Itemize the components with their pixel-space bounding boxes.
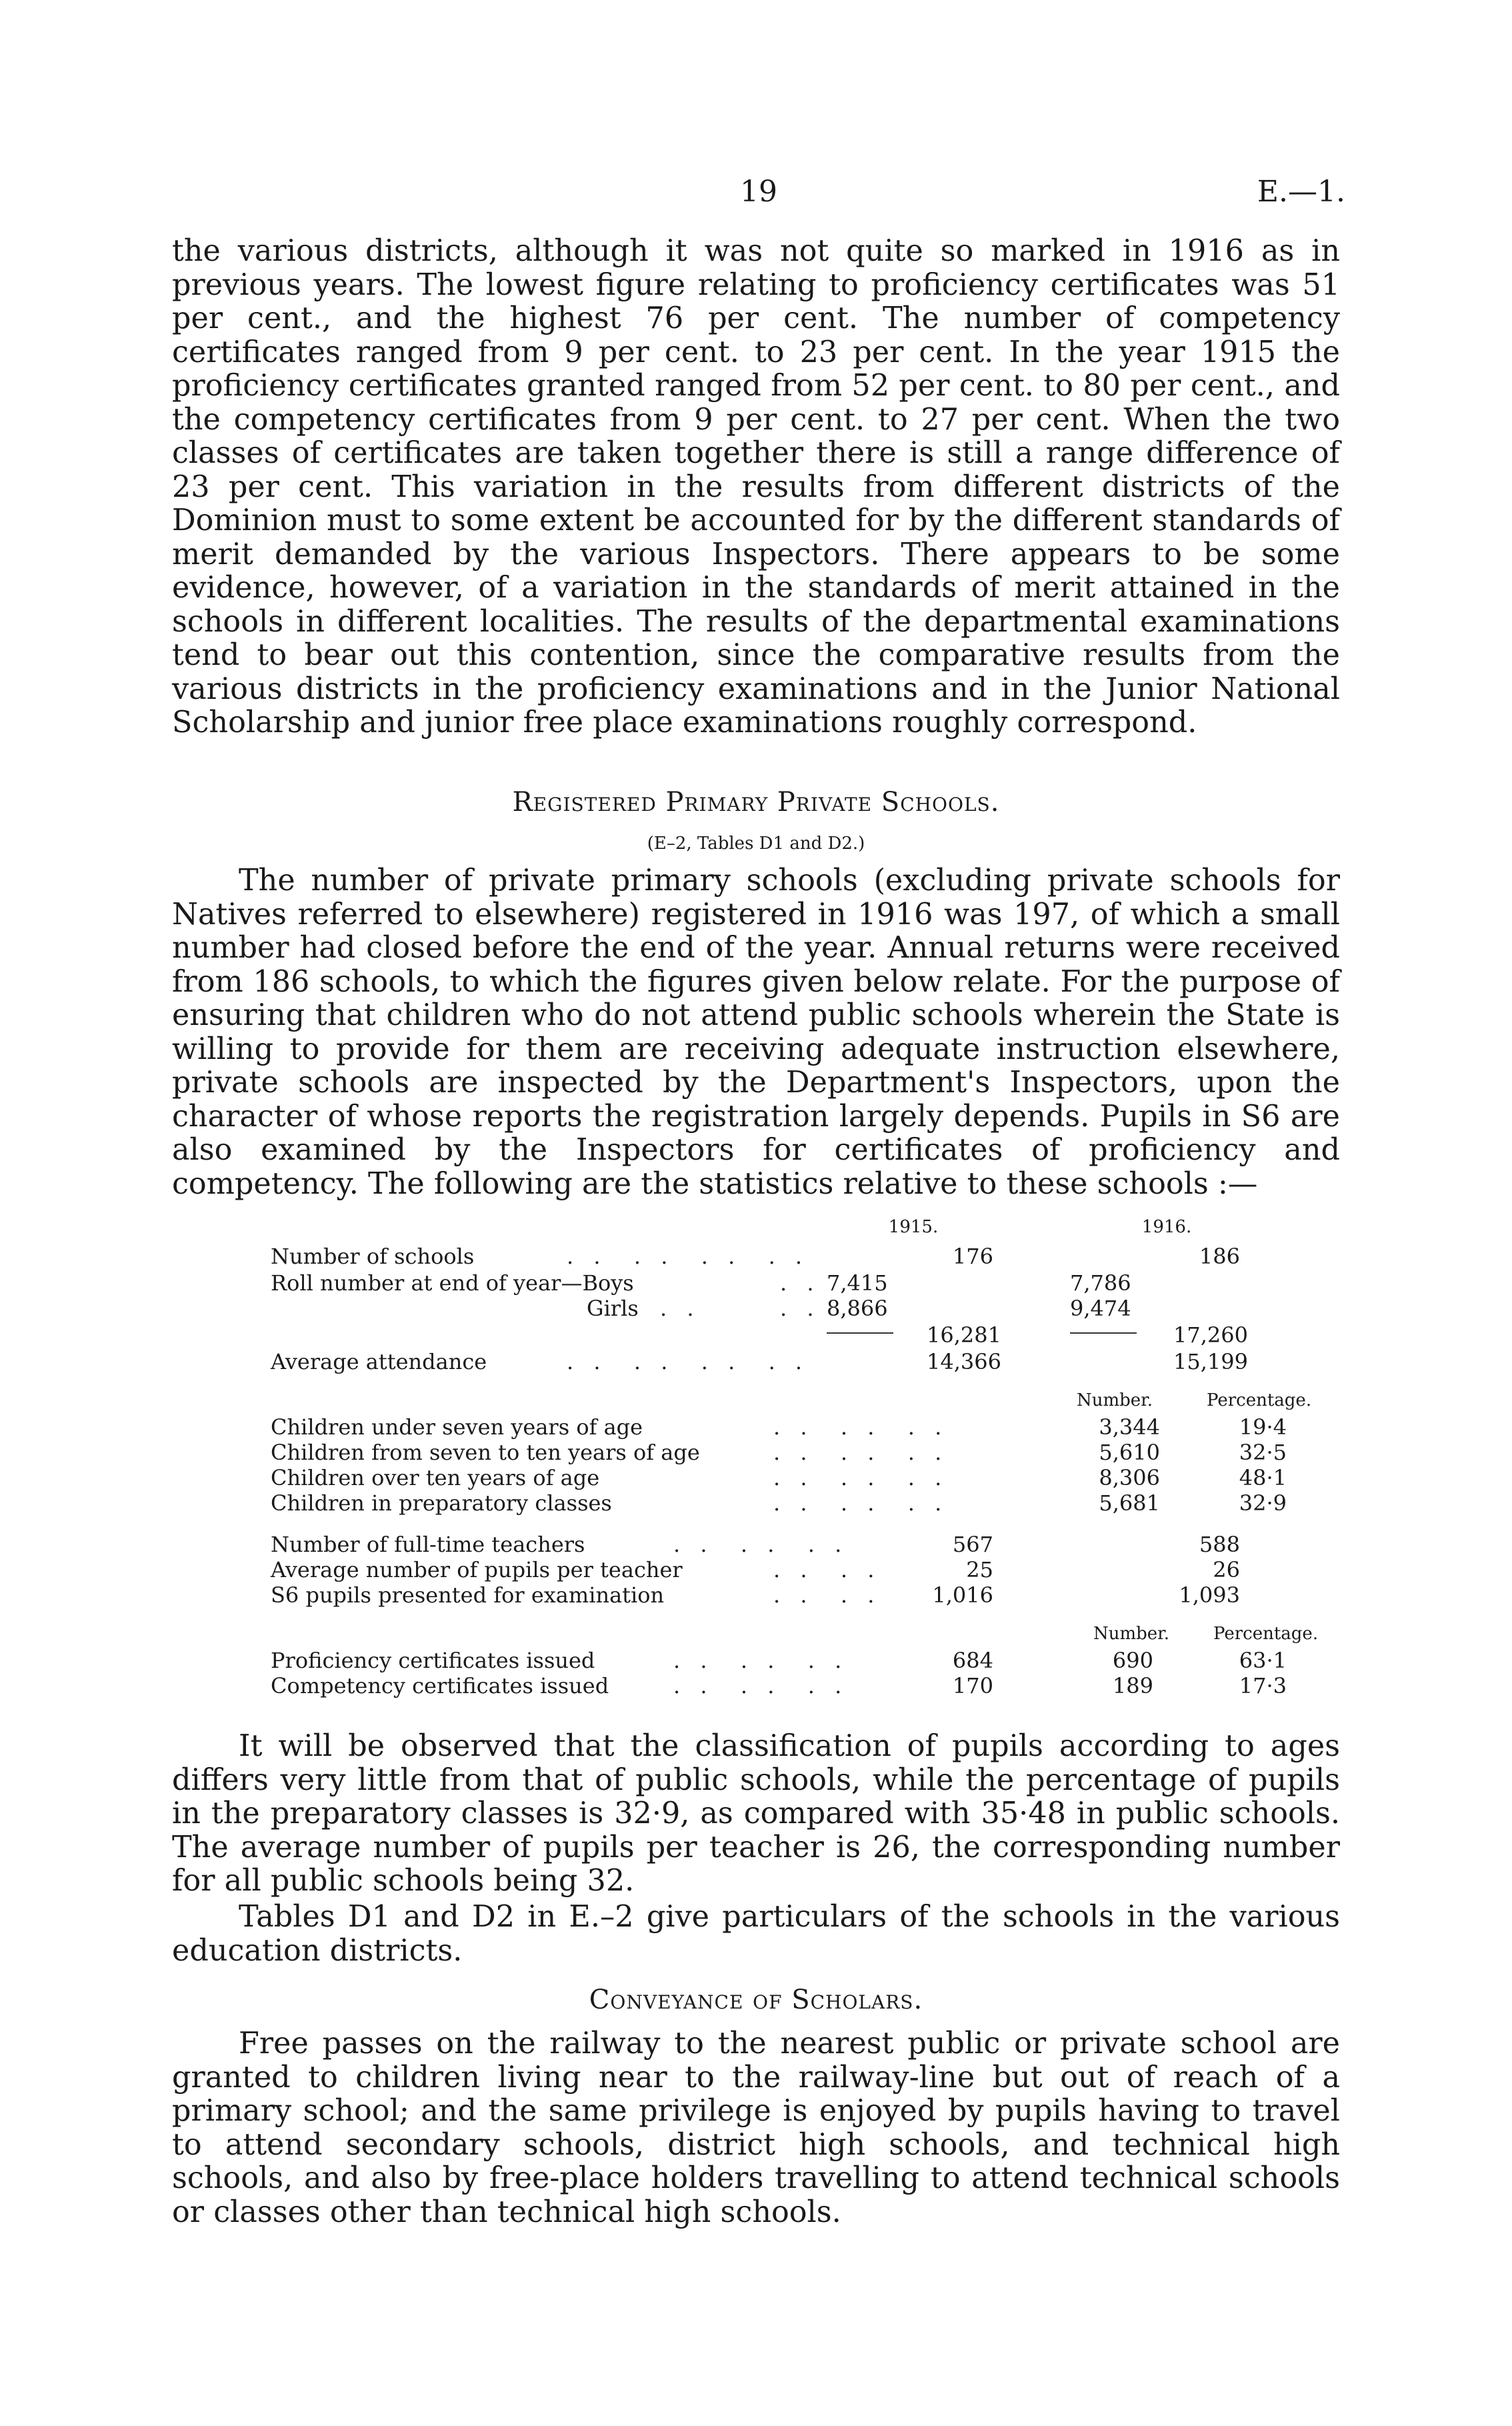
row-label-schools: Number of schools bbox=[271, 1244, 475, 1269]
leader-dots: . . . . . . bbox=[673, 1648, 849, 1673]
row-label-s6: S6 pupils presented for examination bbox=[271, 1582, 665, 1608]
leader-dots: . . . . . . bbox=[773, 1465, 949, 1490]
teachers-1916: 588 bbox=[1199, 1532, 1240, 1557]
competency-number-1916: 189 bbox=[1112, 1673, 1153, 1698]
age-row-label: Children over ten years of age bbox=[271, 1465, 600, 1490]
row-label-pupils-per-teacher: Average number of pupils per teacher bbox=[271, 1557, 683, 1582]
age-row-label: Children under seven years of age bbox=[271, 1414, 643, 1440]
s6-1916: 1,093 bbox=[1179, 1582, 1240, 1608]
age-col-number: Number. bbox=[1077, 1390, 1153, 1410]
leader-dots: . . . . . . bbox=[773, 1414, 949, 1440]
competency-percentage-1916: 17·3 bbox=[1239, 1673, 1287, 1698]
roll-girls-1915: 8,866 bbox=[827, 1296, 888, 1321]
intro-paragraph: the various districts, although it was not quite so marked in 1916 as in previous years. The lowest figure relating to proficiency certificates was 51 per cent., and the highest 76 per cent. The number of competency certificates ranged from 9 per cent. to 23 per cent. In the year 1915 the proficiency certificates granted ranged from 52 per cent. to 80 per cent., and the competency certificates from 9 per cent. to 27 per cent. When the two classes of certificates are taken together there is still a range difference of 23 per cent. This variation in the results from different districts of the Dominion must to some extent be accounted for by the different standards of merit demanded by the various Inspectors. There appears to be some evidence, however, of a variation in the standards of merit attained in the schools in different localities. The results of the departmental examinations tend to bear out this contention, since the comparative results from the various districts in the proficiency examinations and in the Junior National Scholarship and junior free place examinations roughly correspond. bbox=[172, 234, 1340, 740]
row-label-competency: Competency certificates issued bbox=[271, 1673, 609, 1698]
roll-total-1915: 16,281 bbox=[927, 1322, 1001, 1348]
proficiency-percentage-1916: 63·1 bbox=[1239, 1648, 1287, 1673]
age-row-percentage: 32·9 bbox=[1239, 1490, 1287, 1516]
page-number: 19 bbox=[740, 175, 777, 209]
age-row-percentage: 19·4 bbox=[1239, 1414, 1287, 1440]
leader-dots: . . bbox=[780, 1270, 821, 1296]
section-reference: (E–2, Tables D1 and D2.) bbox=[647, 834, 865, 854]
age-row-label: Children from seven to ten years of age bbox=[271, 1440, 700, 1465]
roll-total-1916: 17,260 bbox=[1173, 1322, 1248, 1348]
section-heading-conveyance: Conveyance of Scholars. bbox=[589, 1985, 923, 2015]
leader-dots: . . . . . . . . bbox=[567, 1349, 809, 1374]
age-row-number: 5,681 bbox=[1099, 1490, 1160, 1516]
leader-dots: . . bbox=[660, 1296, 701, 1321]
private-schools-paragraph: The number of private primary schools (excluding private schools for Natives referred to elsewhere) registered in 1916 was 197, of which a small number had closed before the end of the year. Annual returns were received from 186 schools, to which the figures given below relate. For the purpose of ensuring that children who do not attend public schools wherein the State is willing to provide for them are receiving adequate instruction elsewhere, private schools are inspected by the Department's Inspectors, upon the character of whose reports the registration largely depends. Pupils in S6 are also examined by the Inspectors for certificates of proficiency and competency. The following are the statistics relative to these schools :— bbox=[172, 864, 1340, 1201]
row-label-proficiency: Proficiency certificates issued bbox=[271, 1648, 595, 1673]
rule bbox=[1070, 1332, 1137, 1334]
after-stats-paragraph: It will be observed that the classification of pupils according to ages differs very little from that of public schools, while the percentage of pupils in the preparatory classes is 32·9, as compared with 35·48 in public schools. The average number of pupils per teacher is 26, the corresponding number for all public schools being 32. bbox=[172, 1729, 1340, 1898]
age-row-percentage: 32·5 bbox=[1239, 1440, 1287, 1465]
pupils-per-teacher-1915: 25 bbox=[966, 1557, 993, 1582]
proficiency-number-1916: 690 bbox=[1112, 1648, 1153, 1673]
rule bbox=[827, 1332, 893, 1334]
competency-1915: 170 bbox=[952, 1673, 993, 1698]
age-col-percentage: Percentage. bbox=[1207, 1390, 1312, 1410]
conveyance-paragraph: Free passes on the railway to the nearest public or private school are granted to children living near to the railway-line but out of reach of a primary school; and the same privilege is enjoyed by pupils having to travel to attend secondary schools, district high schools, and technical high schools, and also by free-place holders travelling to attend technical schools or classes other than technical high schools. bbox=[172, 2027, 1340, 2229]
document-code: E.—1. bbox=[1257, 175, 1345, 209]
age-row-number: 3,344 bbox=[1099, 1414, 1160, 1440]
leader-dots: . . . . . . bbox=[773, 1490, 949, 1516]
leader-dots: . . . . bbox=[773, 1582, 881, 1608]
s6-1915: 1,016 bbox=[932, 1582, 993, 1608]
schools-1916: 186 bbox=[1199, 1244, 1240, 1269]
leader-dots: . . . . . . bbox=[673, 1673, 849, 1698]
teachers-1915: 567 bbox=[952, 1532, 993, 1557]
proficiency-1915: 684 bbox=[952, 1648, 993, 1673]
row-label-roll-boys: Roll number at end of year—Boys bbox=[271, 1270, 634, 1296]
age-row-label: Children in preparatory classes bbox=[271, 1490, 612, 1516]
leader-dots: . . . . bbox=[773, 1557, 881, 1582]
col-header-1916: 1916. bbox=[1141, 1217, 1192, 1237]
attendance-1916: 15,199 bbox=[1173, 1349, 1248, 1374]
roll-boys-1915: 7,415 bbox=[827, 1270, 888, 1296]
tables-paragraph: Tables D1 and D2 in E.–2 give particulars of the schools in the various education districts. bbox=[172, 1900, 1340, 1968]
cert-col-percentage: Percentage. bbox=[1213, 1624, 1319, 1644]
age-row-percentage: 48·1 bbox=[1239, 1465, 1287, 1490]
leader-dots: . . . . . . . . bbox=[567, 1244, 809, 1269]
section-heading-private-schools: Registered Primary Private Schools. bbox=[512, 787, 1000, 818]
roll-girls-1916: 9,474 bbox=[1070, 1296, 1131, 1321]
roll-boys-1916: 7,786 bbox=[1070, 1270, 1131, 1296]
leader-dots: . . . . . . bbox=[673, 1532, 849, 1557]
pupils-per-teacher-1916: 26 bbox=[1213, 1557, 1240, 1582]
schools-1915: 176 bbox=[952, 1244, 993, 1269]
attendance-1915: 14,366 bbox=[927, 1349, 1001, 1374]
row-label-roll-girls: Girls bbox=[587, 1296, 639, 1321]
age-row-number: 5,610 bbox=[1099, 1440, 1160, 1465]
page-header bbox=[172, 175, 1345, 215]
row-label-teachers: Number of full-time teachers bbox=[271, 1532, 585, 1557]
col-header-1915: 1915. bbox=[888, 1217, 939, 1237]
row-label-attendance: Average attendance bbox=[271, 1349, 487, 1374]
cert-col-number: Number. bbox=[1093, 1624, 1170, 1644]
age-row-number: 8,306 bbox=[1099, 1465, 1160, 1490]
leader-dots: . . bbox=[780, 1296, 821, 1321]
leader-dots: . . . . . . bbox=[773, 1440, 949, 1465]
